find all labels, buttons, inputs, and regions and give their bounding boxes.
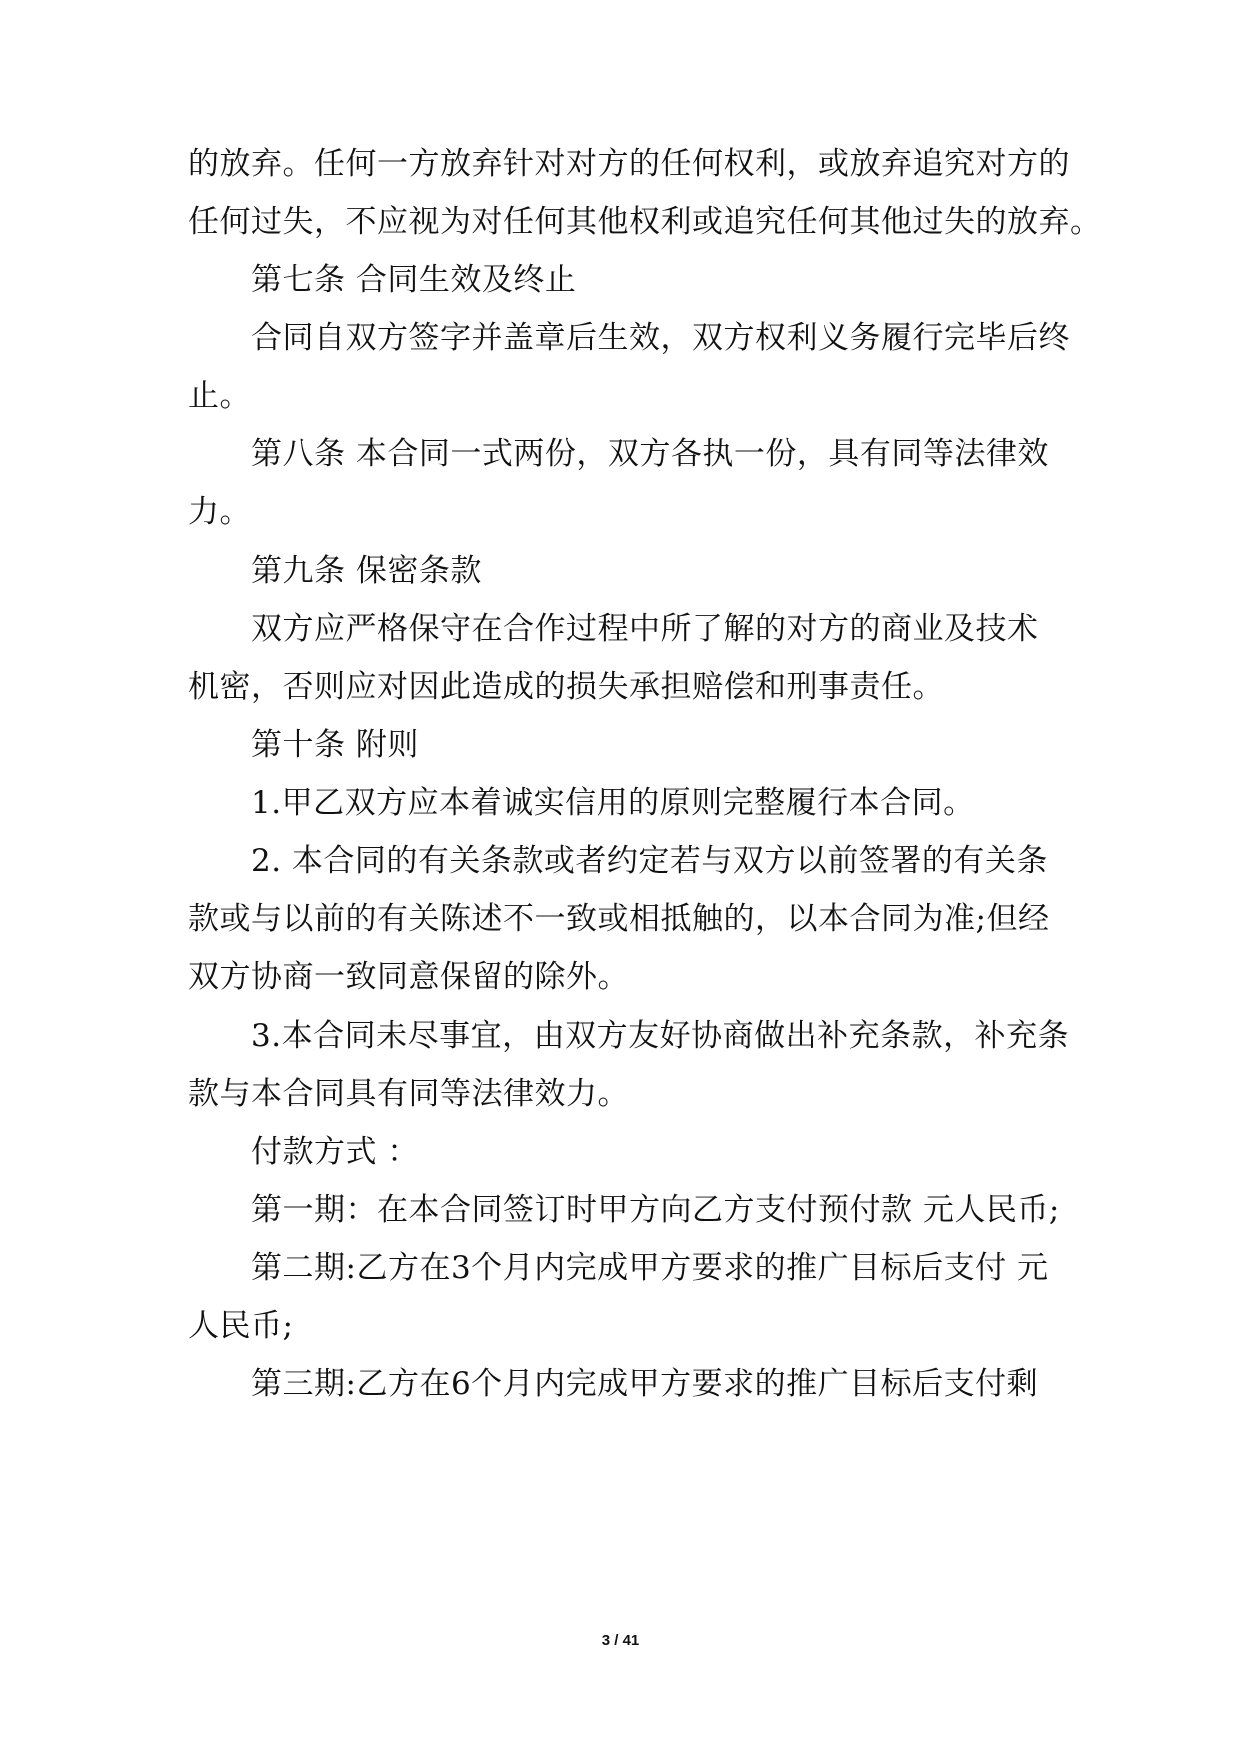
text-line: 款与本合同具有同等法律效力。 [188, 1076, 629, 1112]
text-line: 力。 [188, 494, 251, 530]
section-heading: 第九条 保密条款 [251, 553, 482, 589]
text-line: 2. 本合同的有关条款或者约定若与双方以前签署的有关条 [251, 843, 1048, 879]
text-line: 3.本合同未尽事宜，由双方友好协商做出补充条款，补充条 [251, 1018, 1070, 1054]
text-line: 合同自双方签字并盖章后生效，双方权利义务履行完毕后终 [251, 320, 1070, 356]
text-line: 第二期:乙方在3个月内完成甲方要求的推广目标后支付 元 [251, 1250, 1049, 1286]
text-line: 第三期:乙方在6个月内完成甲方要求的推广目标后支付剩 [251, 1366, 1039, 1402]
text-line: 双方协商一致同意保留的除外。 [188, 959, 629, 995]
text-line: 任何过失，不应视为对任何其他权利或追究任何其他过失的放弃。 [188, 204, 1102, 240]
text-line: 的放弃。任何一方放弃针对对方的任何权利，或放弃追究对方的 [188, 146, 1070, 182]
text-line: 1.甲乙双方应本着诚实信用的原则完整履行本合同。 [251, 785, 975, 821]
text-line: 双方应严格保守在合作过程中所了解的对方的商业及技术 [251, 611, 1039, 647]
text-line: 止。 [188, 378, 251, 414]
text-line: 人民币; [188, 1308, 294, 1344]
section-heading: 第十条 附则 [251, 727, 419, 763]
text-line: 第一期：在本合同签订时甲方向乙方支付预付款 元人民币; [251, 1192, 1060, 1228]
section-heading: 第七条 合同生效及终止 [251, 262, 577, 298]
text-line: 付款方式 ： [251, 1134, 419, 1170]
page-number: 3 / 41 [601, 1632, 640, 1649]
text-line: 机密，否则应对因此造成的损失承担赔偿和刑事责任。 [188, 669, 944, 705]
text-line: 款或与以前的有关陈述不一致或相抵触的，以本合同为准;但经 [188, 901, 1050, 937]
text-line: 第八条 本合同一式两份，双方各执一份，具有同等法律效 [251, 436, 1049, 472]
